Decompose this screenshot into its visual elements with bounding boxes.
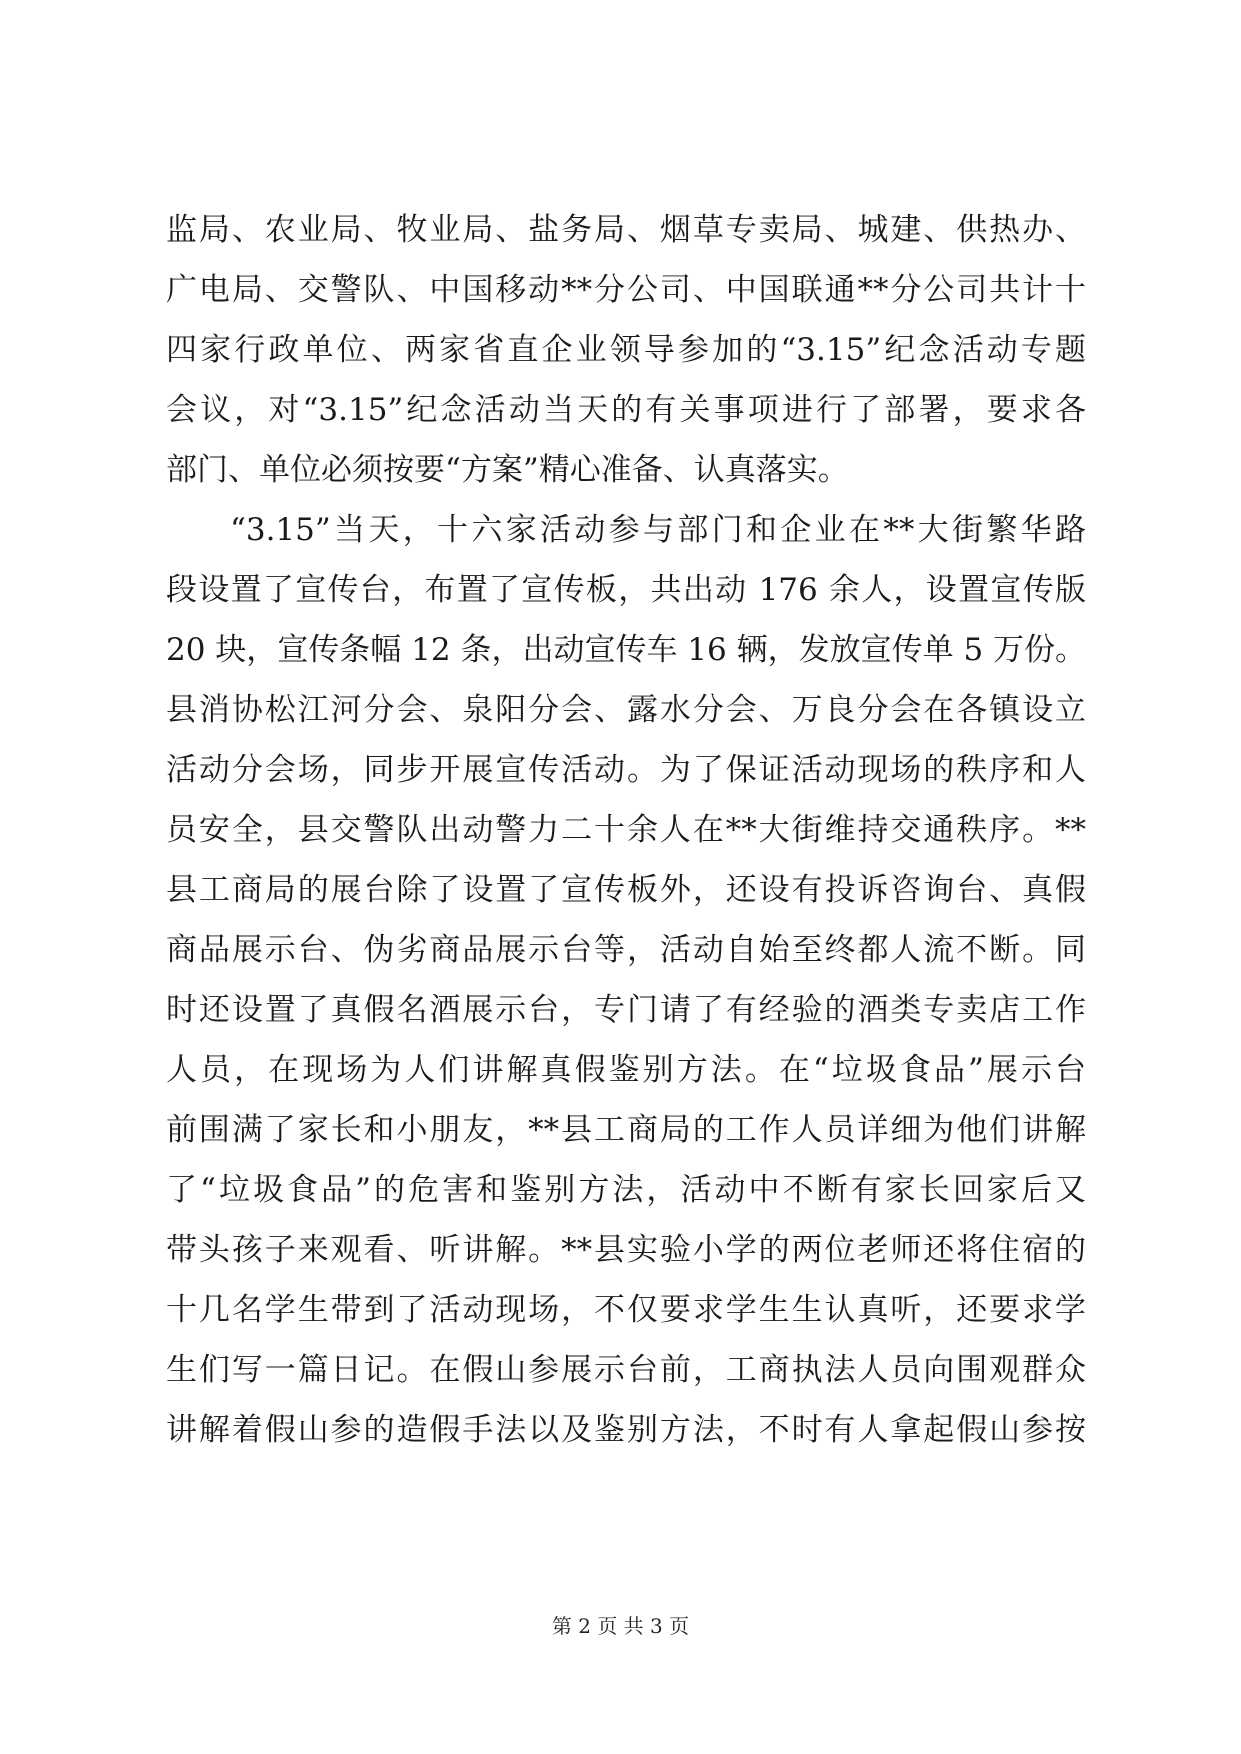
text-line: 了“垃圾食品”的危害和鉴别方法，活动中不断有家长回家后又 [166, 1172, 1086, 1208]
text-line: 会议，对“3.15”纪念活动当天的有关事项进行了部署，要求各 [166, 392, 1086, 428]
page-number-footer: 第 2 页 共 3 页 [551, 1614, 690, 1638]
text-line: 四家行政单位、两家省直企业领导参加的“3.15”纪念活动专题 [166, 332, 1086, 368]
text-line: 广电局、交警队、中国移动**分公司、中国联通**分公司共计十 [166, 272, 1086, 308]
text-line: 人员，在现场为人们讲解真假鉴别方法。在“垃圾食品”展示台 [166, 1052, 1086, 1088]
text-line: 前围满了家长和小朋友，**县工商局的工作人员详细为他们讲解 [166, 1112, 1086, 1148]
text-line: 时还设置了真假名酒展示台，专门请了有经验的酒类专卖店工作 [166, 992, 1086, 1028]
text-line: 活动分会场，同步开展宣传活动。为了保证活动现场的秩序和人 [166, 752, 1086, 788]
text-line: 生们写一篇日记。在假山参展示台前，工商执法人员向围观群众 [166, 1352, 1086, 1388]
text-line: 带头孩子来观看、听讲解。**县实验小学的两位老师还将住宿的 [166, 1232, 1086, 1268]
body-text [166, 200, 1086, 1460]
text-line: 20 块，宣传条幅 12 条，出动宣传车 16 辆，发放宣传单 5 万份。 [166, 632, 1087, 668]
text-line: 商品展示台、伪劣商品展示台等，活动自始至终都人流不断。同 [166, 932, 1086, 968]
paragraph-end-line: 部门、单位必须按要“方案”精心准备、认真落实。 [166, 452, 849, 488]
text-line: 讲解着假山参的造假手法以及鉴别方法，不时有人拿起假山参按 [166, 1412, 1086, 1448]
text-line: 段设置了宣传台，布置了宣传板，共出动 176 余人，设置宣传版 [166, 572, 1086, 608]
paragraph-start-line: “3.15”当天，十六家活动参与部门和企业在**大街繁华路 [230, 512, 1086, 548]
text-line: 监局、农业局、牧业局、盐务局、烟草专卖局、城建、供热办、 [166, 212, 1086, 248]
text-line: 十几名学生带到了活动现场，不仅要求学生生认真听，还要求学 [166, 1292, 1086, 1328]
text-line: 县消协松江河分会、泉阳分会、露水分会、万良分会在各镇设立 [166, 692, 1086, 728]
text-line: 县工商局的展台除了设置了宣传板外，还设有投诉咨询台、真假 [166, 872, 1086, 908]
text-line: 员安全，县交警队出动警力二十余人在**大街维持交通秩序。** [166, 812, 1086, 848]
